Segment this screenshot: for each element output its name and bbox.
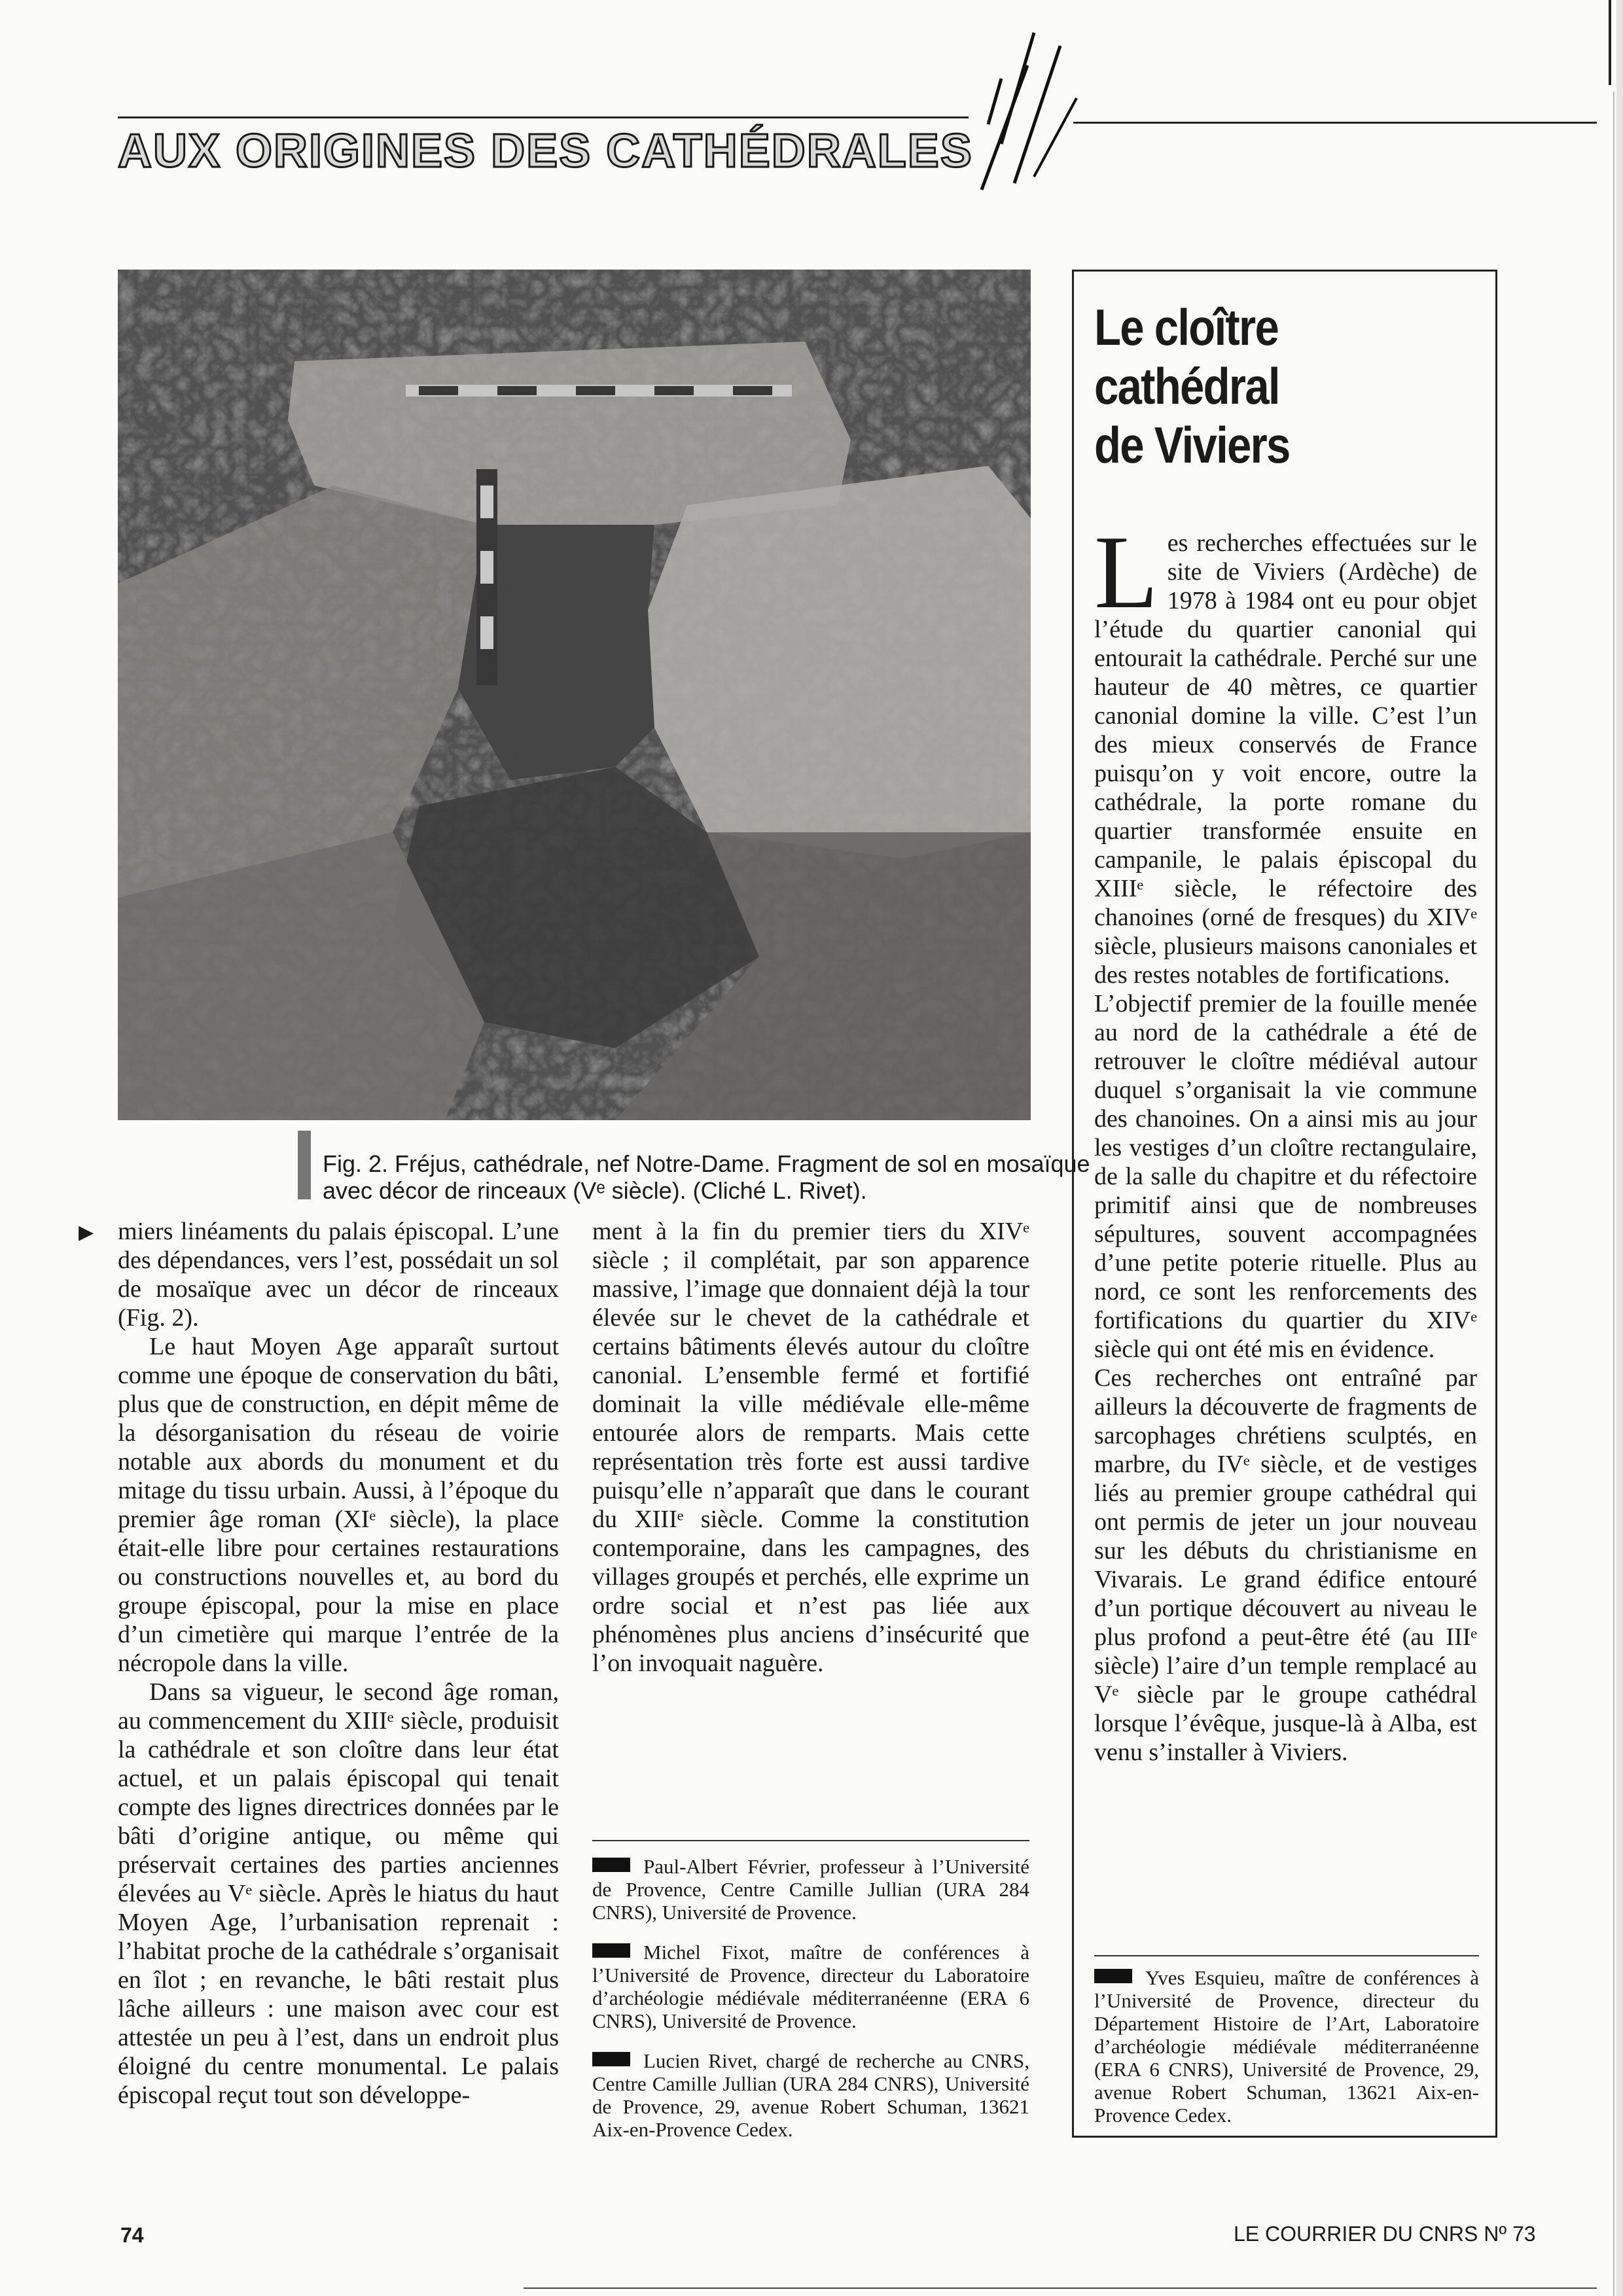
sidebar-title-line: Le cloître [1094, 298, 1279, 356]
sidebar-author-note: Yves Esquieu, maître de conférences à l’Université de Provence, directeur du Département Histoire de l’Art, Laboratoire d’archéologie médiévale méditerranéenne (ERA 6 CNRS), Université de Provence, 29, avenue Robert Schuman, 13621 Aix-en-Provence Cedex. [1094, 1966, 1479, 2127]
sidebar-paragraph: Les recherches effectuées sur le site de Viviers (Ardèche) de 1978 à 1984 ont eu pour objet l’étude du quartier canonial qui entourait la cathédrale. Perché sur une hauteur de 40 mètres, ce quartier canonial domine la ville. C’est l’un des mieux conservés de France puisqu’on y voit encore, outre la cathédrale, la porte romane du quartier transformée ensuite en campanile, le palais épiscopal du XIIIᵉ siècle, le réfectoire des chanoines (orné de fresques) du XIVᵉ siècle, plusieurs maisons canoniales et des restes notables de fortifications. [1094, 514, 1477, 989]
article-paragraph: Dans sa vigueur, le second âge roman, au commencement du XIIIᵉ siècle, produisit la cathédrale et son cloître dans leur état actuel, et un palais épiscopal qui tenait compte des lignes directrices données par le bâti d’origine antique, ou même qui préservait certaines des parties anciennes élevées au Vᵉ siècle. Après le hiatus du haut Moyen Age, l’urbanisation reprenait : l’habitat proche de la cathédrale s’organisait en îlot ; en revanche, le bâti restait plus lâche ailleurs : une maison avec cour est attestée un peu à l’est, dans un endroit plus éloigné du centre monumental. Le palais épiscopal reçut tout son développe- [118, 1678, 559, 2109]
sidebar-paragraph: L’objectif premier de la fouille menée au nord de la cathédrale a été de retrouver le cloître médiéval autour duquel s’organisait la vie commune des chanoines. On a ainsi mis au jour les vestiges d’un cloître rectangulaire, de la salle du chapitre et du réfectoire primitif ainsi que de nombreuses sépultures, souvent accompagnées d’une petite poterie rituelle. Plus au nord, ce sont les renforcements des fortifications du quartier du XIVᵉ siècle qui ont été mis en évidence. [1094, 990, 1477, 1363]
caption-marker [298, 1131, 311, 1199]
author-notes [592, 1855, 1029, 2158]
excavation-photo [118, 270, 1031, 1120]
notes-rule [592, 1840, 1029, 1841]
figure-caption [323, 1150, 1095, 1204]
article-column-middle [592, 1217, 1029, 1678]
sidebar-paragraph: Ces recherches ont entraîné par ailleurs la découverte de fragments de sarcophages chrétiens sculptés, en marbre, du IVᵉ siècle, et de vestiges liés au premier groupe cathédral qui ont permis de jeter un jour nouveau sur les débuts du christianisme en Vivarais. Le grand édifice entouré d’un portique découvert au niveau le plus profond a peut-être été (au IIIᵉ siècle) l’aire d’un temple remplacé au Vᵉ siècle par le groupe cathédral lorsque l’évêque, jusque-là à Alba, est venu s’installer à Viviers. [1094, 1364, 1477, 1766]
slashes-ornament [962, 26, 1080, 196]
sidebar-title-line: de Viviers [1094, 416, 1290, 474]
sidebar-note-rule [1094, 1955, 1479, 1956]
author-note: Michel Fixot, maître de conférences à l’Université de Provence, directeur du Laboratoire d’archéologie médiévale méditerranéenne (ERA 6 CNRS), Université de Provence. [592, 1941, 1029, 2032]
sidebar-text [1094, 514, 1477, 1767]
note-marker-icon [592, 1943, 630, 1958]
page-number: 74 [120, 2223, 144, 2247]
sidebar-title [1094, 298, 1421, 474]
note-marker-icon [1094, 1969, 1132, 1983]
header-rule-right [1073, 122, 1597, 124]
author-note: Paul-Albert Février, professeur à l’Université de Provence, Centre Camille Jullian (URA 284 CNRS), Université de Provence. [592, 1855, 1029, 1924]
footer-rule [524, 2287, 1597, 2289]
journal-name: LE COURRIER DU CNRS Nº 73 [1234, 2222, 1536, 2246]
continuation-arrow-icon: ▶ [79, 1221, 94, 1244]
caption-line: Fig. 2. Fréjus, cathédrale, nef Notre-Dame. Fragment de sol en mosaïque [323, 1150, 1090, 1177]
article-paragraph: Le haut Moyen Age apparaît surtout comme une époque de conservation du bâti, plus que de construction, en dépit même de la désorganisation du réseau de voirie notable aux abords du monument et du mitage du tissu urbain. Aussi, à l’époque du premier âge roman (XIᵉ siècle), la place était-elle libre pour certaines restaurations ou constructions nouvelles et, au bord du groupe épiscopal, pour la mise en place d’un cimetière qui marque l’entrée de la nécropole dans la ville. [118, 1333, 559, 1677]
dropcap: L [1094, 514, 1158, 630]
page-edge-shadow [1597, 0, 1623, 2296]
note-marker-icon [592, 1858, 630, 1872]
header-rule [118, 116, 969, 118]
article-paragraph: ment à la fin du premier tiers du XIVᵉ siècle ; il complétait, par son apparence massive, l’image que donnaient déjà la tour élevée sur le chevet de la cathédrale et certains bâtiments élevés autour du cloître canonial. L’ensemble fermé et fortifié dominait la ville médiévale elle-même entourée alors de remparts. Mais cette représentation très forte est aussi tardive puisqu’elle n’apparaît que dans le courant du XIIIᵉ siècle. Comme la constitution contemporaine, dans les campagnes, des villages groupés et perchés, elle exprime un ordre social et n’est pas liée aux phénomènes plus anciens d’insécurité que l’on invoquait naguère. [592, 1218, 1029, 1677]
caption-line: avec décor de rinceaux (Vᵉ siècle). (Cliché L. Rivet). [323, 1177, 867, 1204]
sidebar-title-line: cathédral [1094, 357, 1279, 415]
section-title: AUX ORIGINES DES CATHÉDRALES [118, 125, 973, 177]
note-marker-icon [592, 2052, 630, 2066]
author-note: Lucien Rivet, chargé de recherche au CNRS, Centre Camille Jullian (URA 284 CNRS), Université de Provence, 29, avenue Robert Schuman, 13621 Aix-en-Provence Cedex. [592, 2049, 1029, 2141]
article-paragraph: miers linéaments du palais épiscopal. L’une des dépendances, vers l’est, possédait un sol de mosaïque avec un décor de rinceaux (Fig. 2). [118, 1218, 559, 1332]
article-column-left [118, 1217, 559, 2110]
